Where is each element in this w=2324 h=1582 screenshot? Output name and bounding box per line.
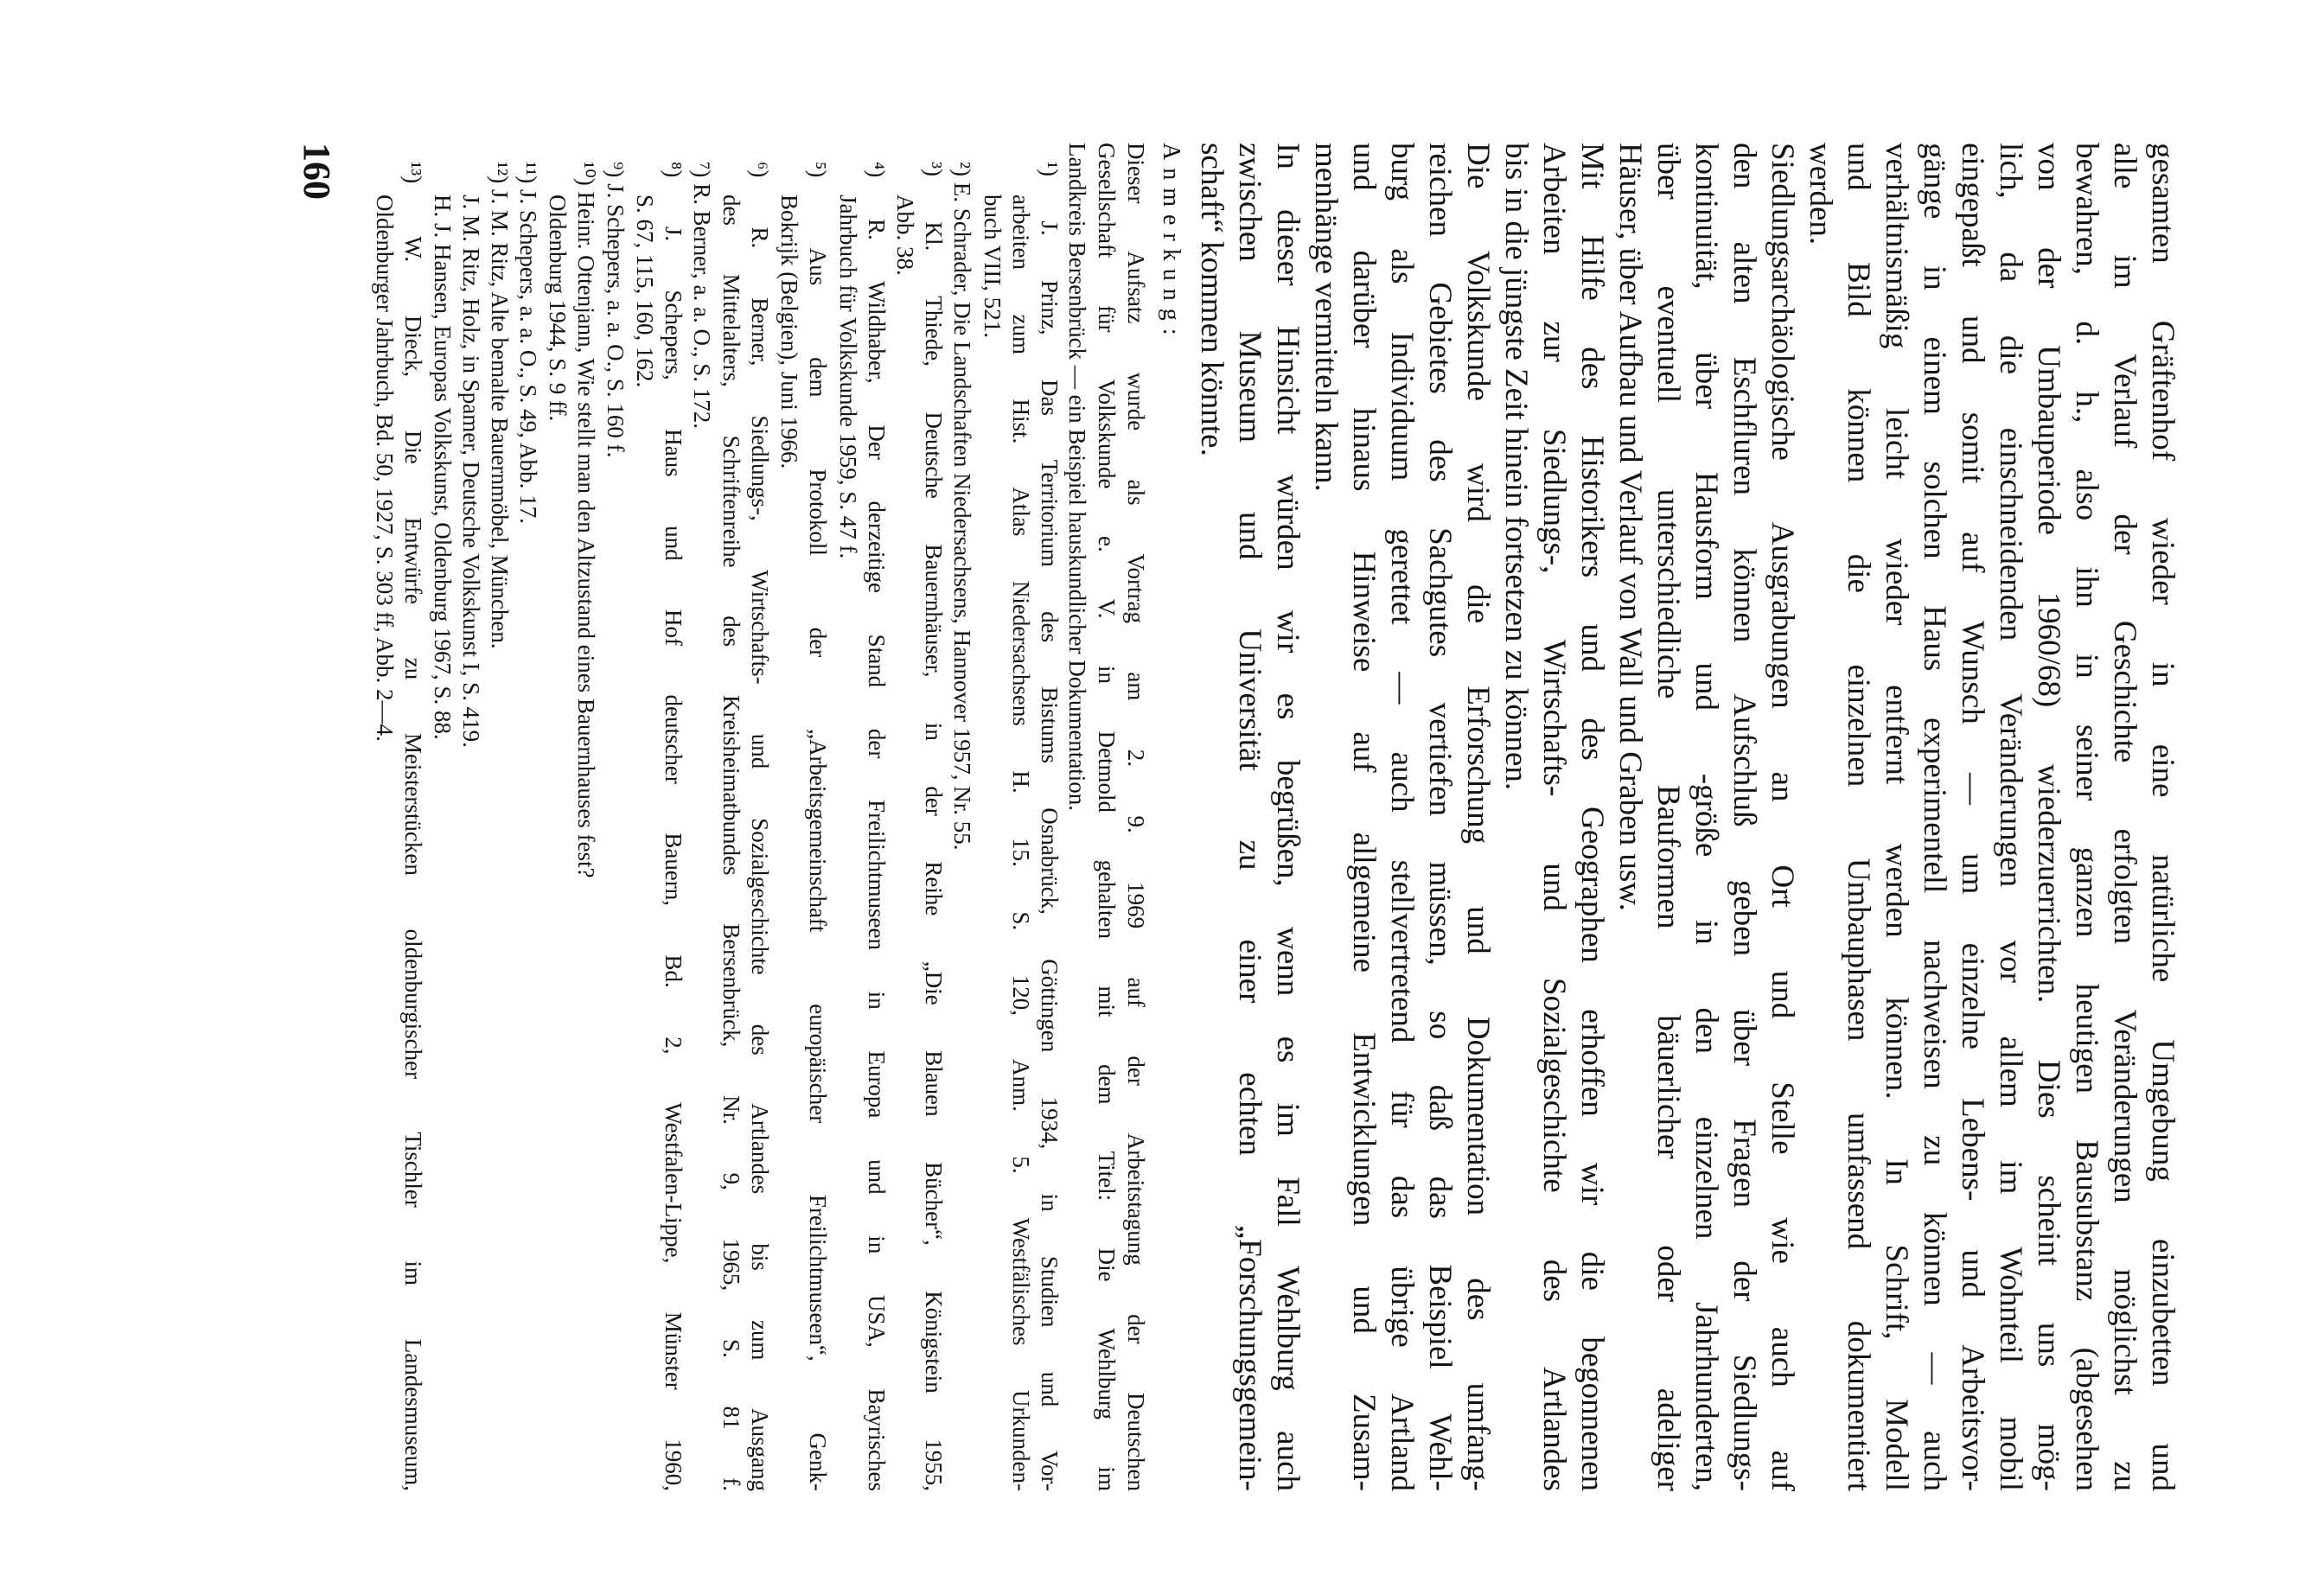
body-line: In dieser Hinsicht würden wir es begrüßen, wenn es im Fall Wehlburg auch	[1270, 143, 1306, 1491]
footnote-line: ⁸) J. Schepers, Haus und Hof deutscher Bauern, Bd. 2, Westfalen-Lippe, Münster 1960,	[661, 162, 686, 1491]
footnote-line: H. J. Hansen, Europas Volkskunst, Oldenburg 1967, S. 88.	[430, 195, 456, 740]
anmerkung-heading: Anmerkung:	[1158, 143, 1184, 343]
body-line: schaft“ kommen könnte.	[1194, 143, 1229, 456]
footnote-line: ¹¹) J. Schepers, a. a. O., S. 49, Abb. 17.	[515, 162, 541, 524]
footnote-line: ¹²) J. M. Ritz, Alte bemalte Bauernmöbel, München.	[487, 162, 513, 649]
note-line: Gesellschaft für Volkskunde e. V. in Detmold gehalten mit dem Titel: Die Wehlburg im	[1094, 143, 1120, 1491]
body-line: werden.	[1803, 143, 1838, 246]
footnote-line: ¹³) W. Dieck, Die Entwürfe zu Meisterstücken oldenburgischer Tischler im Landesmuseum,	[400, 162, 426, 1491]
footnote-line: Oldenburg 1944, S. 9 ff.	[545, 195, 571, 422]
body-line: lich, da die einschneidenden Veränderungen vor allem im Wohnteil mobil	[1993, 143, 2028, 1491]
body-line: reichen Gebietes des Sachgutes vertiefen müssen, so daß das Beispiel Wehl-	[1422, 143, 1458, 1491]
body-line: bewahren, d. h., also ihn in seiner ganzen heutigen Bausubstanz (abgesehen	[2069, 143, 2104, 1491]
note-line: Landkreis Bersenbrück — ein Beispiel hauskundlicher Dokumentation.	[1064, 143, 1090, 812]
footnote-line: ³) Kl. Thiede, Deutsche Bauernhäuser, in der Reihe „Die Blauen Bücher“, Königstein 1955,	[921, 162, 947, 1491]
footnote-line: ⁵) Aus dem Protokoll der „Arbeitsgemeinschaft europäischer Freilichtmuseen“, Genk-	[805, 162, 831, 1491]
body-line: Arbeiten zur Siedlungs-, Wirtschafts- und Sozialgeschichte des Artlandes	[1536, 143, 1572, 1491]
note-line: Dieser Aufsatz wurde als Vortrag am 2. 9. 1969 auf der Arbeitstagung der Deutschen	[1123, 143, 1149, 1491]
footnote-line: S. 67, 115, 160, 162.	[632, 195, 658, 388]
footnote-line: J. M. Ritz, Holz, in Spamer, Deutsche Volkskunst I, S. 419.	[458, 195, 484, 748]
body-line: eingepaßt und somit auf Wunsch — um einzelne Lebens- und Arbeitsvor-	[1955, 143, 1990, 1491]
body-line: gesamten Gräftenhof wieder in eine natürliche Umgebung einzubetten und	[2145, 143, 2180, 1491]
body-line: verhältnismäßig leicht wieder entfernt werden können. In Schrift, Modell	[1879, 143, 1914, 1491]
footnote-line: buch VIII, 521.	[980, 195, 1006, 338]
body-line: zwischen Museum und Universität zu einer echten „Forschungsgemein-	[1232, 143, 1267, 1491]
body-line: den alten Eschfluren können Aufschluß geben über Fragen der Siedlungs-	[1727, 143, 1762, 1491]
footnote-line: Jahrbuch für Volkskunde 1959, S. 47 f.	[835, 195, 861, 559]
footnote-line: Abb. 38.	[892, 195, 918, 276]
footnote-line: Oldenburger Jahrbuch, Bd. 50, 1927, S. 303 ff, Abb. 2—4.	[372, 195, 398, 742]
body-line: bis in die jüngste Zeit hinein fortsetzen zu können.	[1498, 143, 1534, 791]
page-number: 160	[296, 143, 338, 200]
body-line: und darüber hinaus Hinweise auf allgemeine Entwicklungen und Zusam-	[1346, 143, 1382, 1491]
body-line: von der Umbauperiode 1960/68) wiederzuerrichten. Dies scheint uns mög-	[2031, 143, 2066, 1491]
body-line: und Bild können die einzelnen Umbauphasen umfassend dokumentiert	[1841, 143, 1876, 1491]
body-line: menhänge vermitteln kann.	[1308, 143, 1344, 492]
footnote-line: ¹) J. Prinz, Das Territorium des Bistums Osnabrück, Göttingen 1934, in Studien und Vor-	[1037, 162, 1063, 1491]
footnote-line: ¹⁰) Heinr. Ottenjann, Wie stellt man den Altzustand eines Bauernhauses fest?	[573, 162, 599, 878]
body-line: gänge in einem solchen Haus experimentell nachweisen zu können — auch	[1917, 143, 1952, 1491]
body-line: über eventuell unterschiedliche Bauformen bäuerlicher oder adeliger	[1650, 143, 1686, 1491]
body-line: Mit Hilfe des Historikers und des Geographen erhoffen wir die begonnenen	[1574, 143, 1610, 1491]
rotated-page-content	[156, 143, 2179, 1491]
footnote-line: ⁶) R. Berner, Siedlungs-, Wirtschafts- und Sozialgeschichte des Artlandes bis zum Ausgang	[747, 162, 773, 1491]
body-line: Die Volkskunde wird die Erforschung und Dokumentation des umfang-	[1460, 143, 1496, 1491]
body-line: alle im Verlauf der Geschichte erfolgten Veränderungen möglichst zu	[2107, 143, 2142, 1491]
body-line: burg als Individuum gerettet — auch stellvertretend für das übrige Artland	[1384, 143, 1420, 1491]
footnote-line: ⁹) J. Schepers, a. a. O., S. 160 f.	[603, 162, 629, 458]
footnote-line: arbeiten zum Hist. Atlas Niedersachsens H. 15. S. 120, Anm. 5. Westfälisches Urkunden-	[1008, 195, 1034, 1491]
body-line: kontinuität, über Hausform und -größe in den einzelnen Jahrhunderten,	[1689, 143, 1724, 1491]
body-line: Häuser, über Aufbau und Verlauf von Wall und Graben usw.	[1612, 143, 1648, 911]
footnote-line: ⁴) R. Wildhaber, Der derzeitige Stand der Freilichtmuseen in Europa und in USA, Bayrisches	[864, 162, 890, 1491]
footnote-line: des Mittelalters, Schriftenreihe des Kreisheimatbundes Bersenbrück, Nr. 9, 1965, S. 81 f.	[718, 195, 744, 1491]
footnote-line: Bokrijk (Belgien), Juni 1966.	[776, 195, 802, 469]
footnote-line: ²) E. Schrader, Die Landschaften Niedersachsens, Hannover 1957, Nr. 55.	[949, 162, 975, 851]
body-line: Siedlungsarchäologische Ausgrabungen an Ort und Stelle wie auch auf	[1765, 143, 1800, 1491]
footnote-line: ⁷) R. Berner, a. a. O., S. 172.	[689, 162, 715, 430]
